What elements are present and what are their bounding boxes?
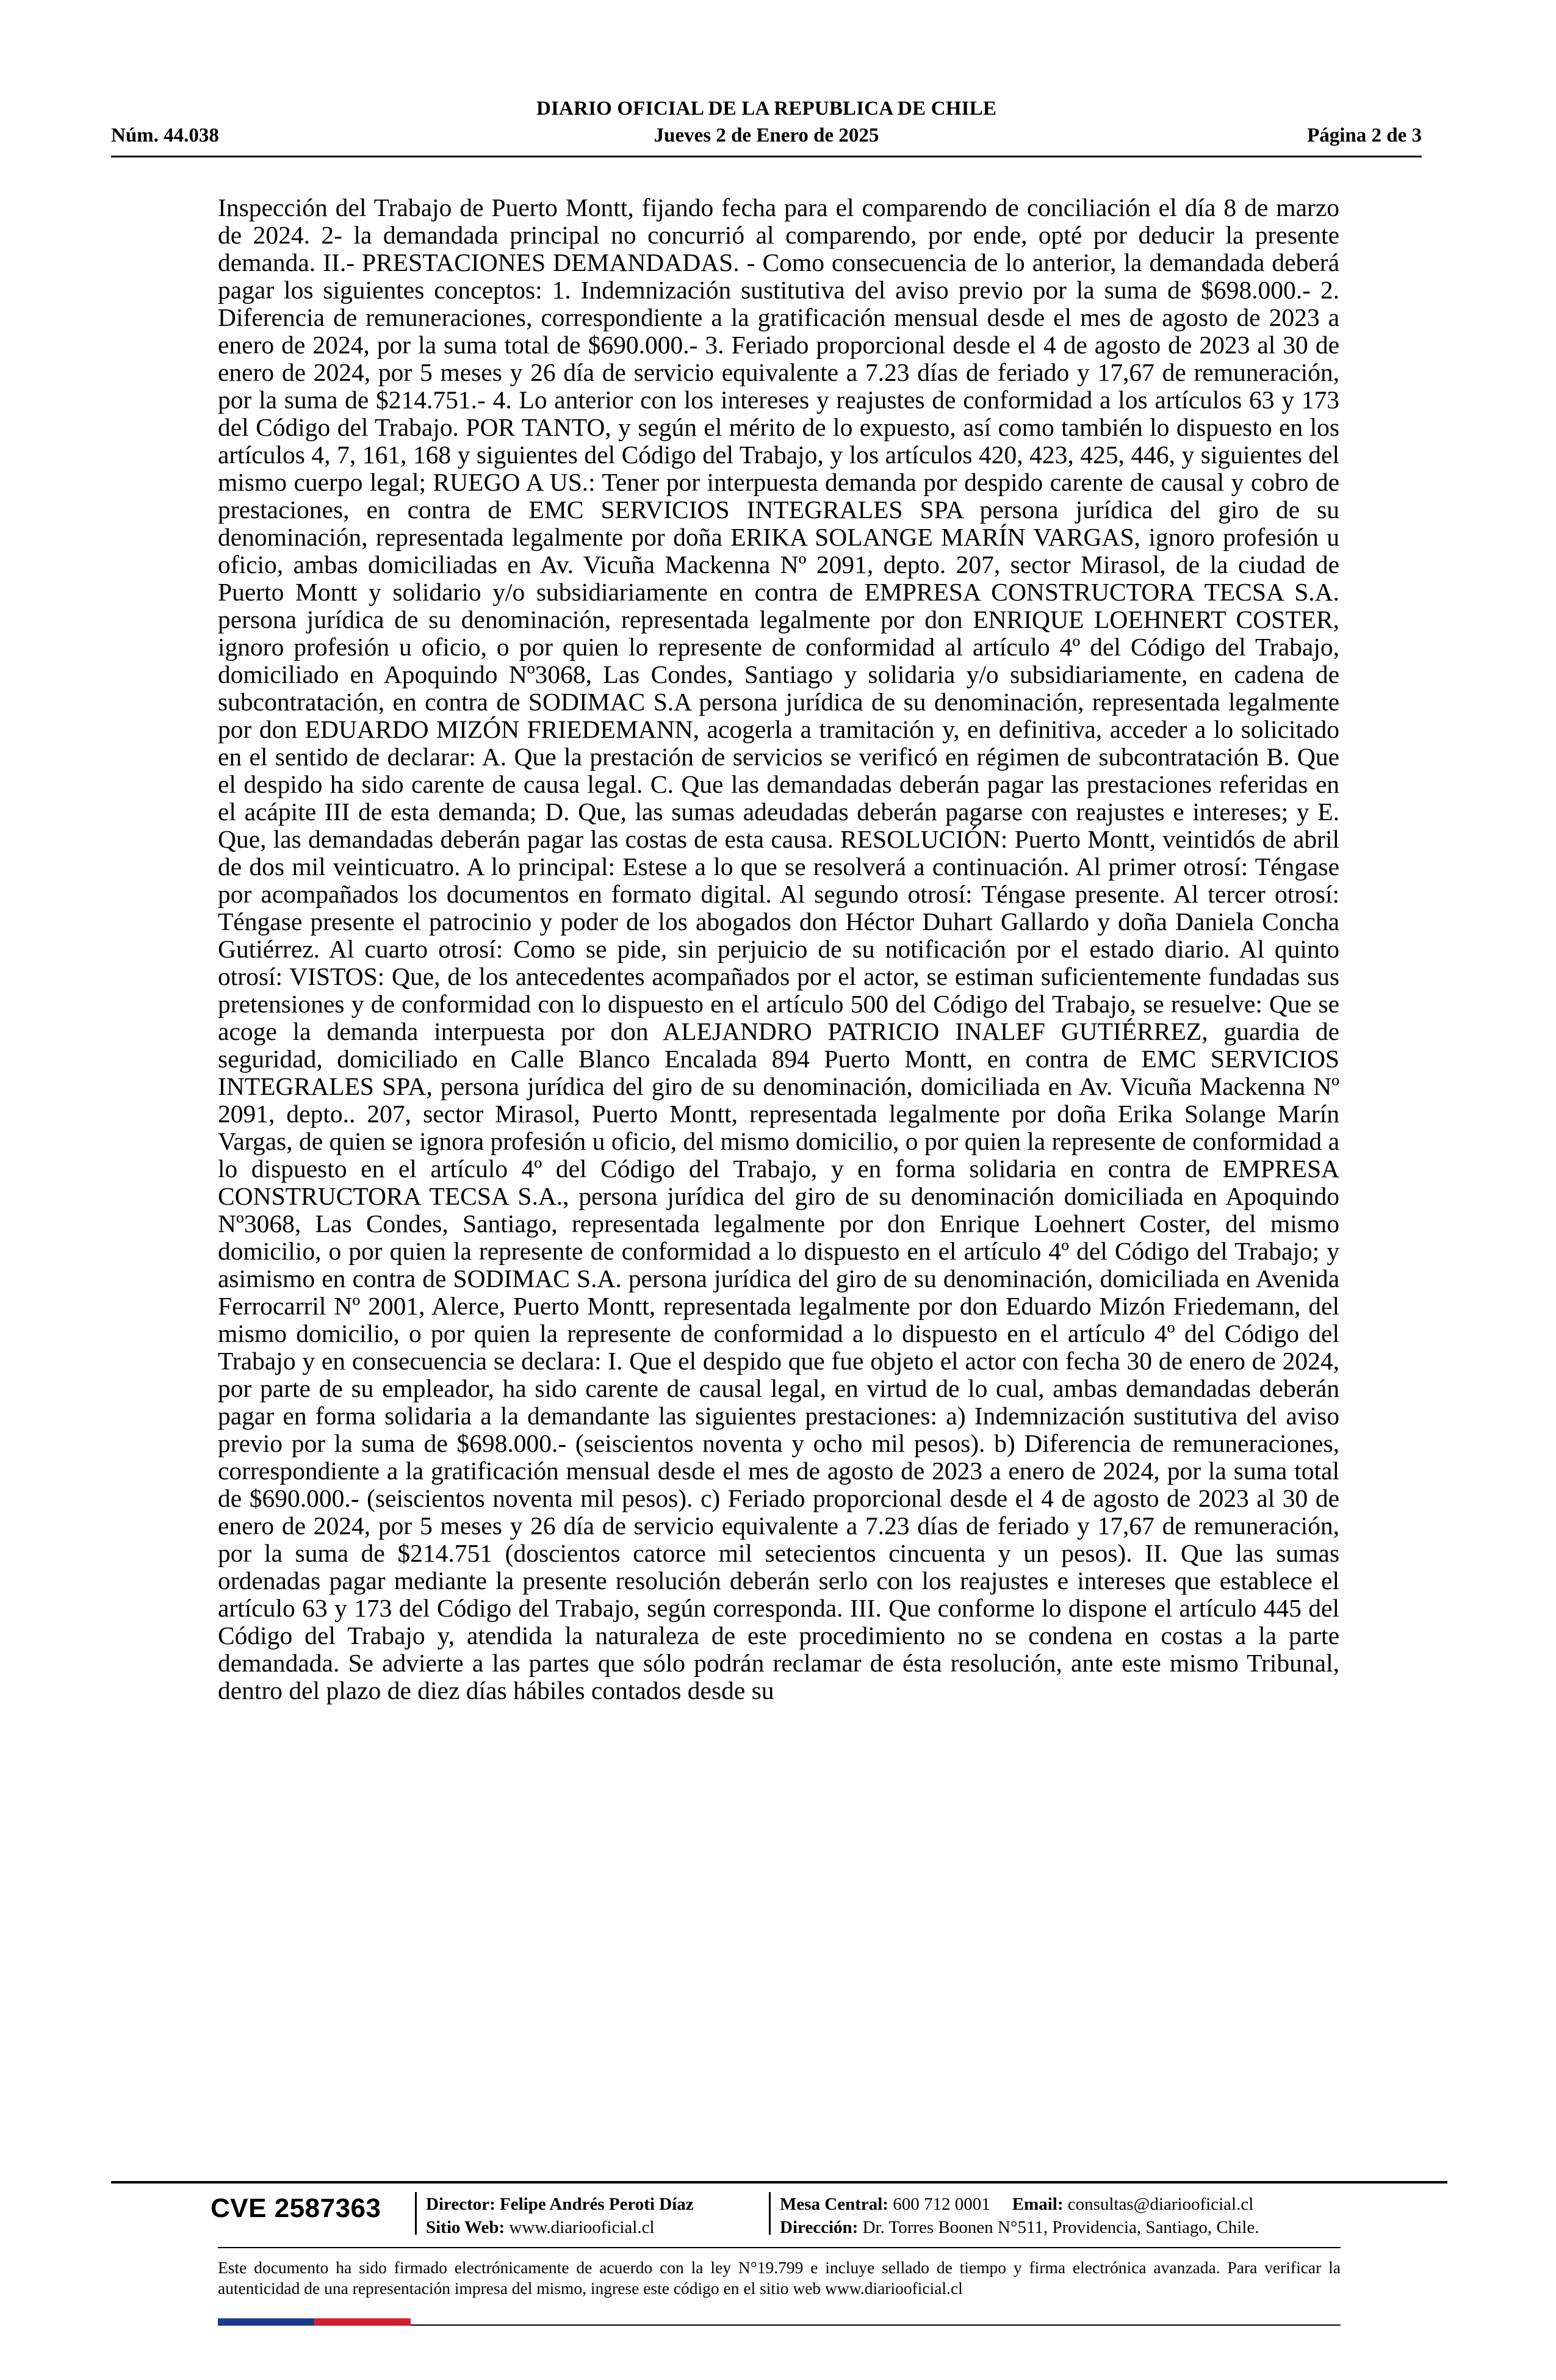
flag-blue-bar: [218, 2318, 314, 2326]
footer-divider-thin: [218, 2247, 1341, 2248]
page-number: Página 2 de 3: [1307, 124, 1422, 146]
phone-label: Mesa Central:: [780, 2194, 888, 2214]
footer-bottom-rule: [411, 2324, 1341, 2326]
director-label: Director:: [426, 2194, 495, 2214]
chile-flag-stripe: [218, 2318, 411, 2326]
address-label: Dirección:: [780, 2218, 859, 2237]
issue-number: Núm. 44.038: [111, 124, 219, 146]
director-line: [426, 2193, 694, 2216]
website-label: Sitio Web:: [426, 2218, 505, 2237]
footer-contact-block: [780, 2193, 1259, 2239]
publication-title: DIARIO OFICIAL DE LA REPUBLICA DE CHILE: [536, 98, 997, 120]
footer-director-block: [426, 2193, 694, 2239]
signature-disclaimer: Este documento ha sido firmado electrónicamente de acuerdo con la ley N°19.799 e incluye sellado de tiempo y firma electrónica avanzada. Para verificar la autenticidad de una representación impresa del mismo, ingrese este código en el sitio web www.diariooficial.cl: [218, 2258, 1341, 2298]
header-divider: [111, 156, 1422, 157]
email-label: Email:: [1012, 2194, 1064, 2214]
website-line: [426, 2216, 694, 2239]
body-paragraph: Inspección del Trabajo de Puerto Montt, fijando fecha para el comparendo de conciliación el día 8 de marzo de 2024. 2- la demandada principal no concurrió al comparendo, por ende, opté por deducir la presente demanda. II.- PRESTACIONES DEMANDADAS. - Como consecuencia de lo anterior, la demandada deberá pagar los siguientes conceptos: 1. Indemnización sustitutiva del aviso previo por la suma de $698.000.- 2. Diferencia de remuneraciones, correspondiente a la gratificación mensual desde el mes de agosto de 2023 a enero de 2024, por la suma total de $690.000.- 3. Feriado proporcional desde el 4 de agosto de 2023 al 30 de enero de 2024, por 5 meses y 26 día de servicio equivalente a 7.23 días de feriado y 17,67 de remuneración, por la suma de $214.751.- 4. Lo anterior con los intereses y reajustes de conformidad a los artículos 63 y 173 del Código del Trabajo. POR TANTO, y según el mérito de lo expuesto, así como también lo dispuesto en los artículos 4, 7, 161, 168 y siguientes del Código del Trabajo, y los artículos 420, 423, 425, 446, y siguientes del mismo cuerpo legal; RUEGO A US.: Tener por interpuesta demanda por despido carente de causal y cobro de prestaciones, en contra de EMC SERVICIOS INTEGRALES SPA persona jurídica del giro de su denominación, representada legalmente por doña ERIKA SOLANGE MARÍN VARGAS, ignoro profesión u oficio, ambas domiciliadas en Av. Vicuña Mackenna Nº 2091, depto. 207, sector Mirasol, de la ciudad de Puerto Montt y solidario y/o subsidiariamente en contra de EMPRESA CONSTRUCTORA TECSA S.A. persona jurídica de su denominación, representada legalmente por don ENRIQUE LOEHNERT COSTER, ignoro profesión u oficio, o por quien lo represente de conformidad al artículo 4º del Código del Trabajo, domiciliado en Apoquindo Nº3068, Las Condes, Santiago y solidaria y/o subsidiariamente, en cadena de subcontratación, en contra de SODIMAC S.A persona jurídica de su denominación, representada legalmente por don EDUARDO MIZÓN FRIEDEMANN, acogerla a tramitación y, en definitiva, acceder a lo solicitado en el sentido de declarar: A. Que la prestación de servicios se verificó en régimen de subcontratación B. Que el despido ha sido carente de causa legal. C. Que las demandadas deberán pagar las prestaciones referidas en el acápite III de esta demanda; D. Que, las sumas adeudadas deberán pagarse con reajustes e intereses; y E. Que, las demandadas deberán pagar las costas de esta causa. RESOLUCIÓN: Puerto Montt, veintidós de abril de dos mil veinticuatro. A lo principal: Estese a lo que se resolverá a continuación. Al primer otrosí: Téngase por acompañados los documentos en formato digital. Al segundo otrosí: Téngase presente. Al tercer otrosí: Téngase presente el patrocinio y poder de los abogados don Héctor Duhart Gallardo y doña Daniela Concha Gutiérrez. Al cuarto otrosí: Como se pide, sin perjuicio de su notificación por el estado diario. Al quinto otrosí: VISTOS: Que, de los antecedentes acompañados por el actor, se estiman suficientemente fundadas sus pretensiones y de conformidad con lo dispuesto en el artículo 500 del Código del Trabajo, se resuelve: Que se acoge la demanda interpuesta por don ALEJANDRO PATRICIO INALEF GUTIÉRREZ, guardia de seguridad, domiciliado en Calle Blanco Encalada 894 Puerto Montt, en contra de EMC SERVICIOS INTEGRALES SPA, persona jurídica del giro de su denominación, domiciliada en Av. Vicuña Mackenna Nº 2091, depto.. 207, sector Mirasol, Puerto Montt, representada legalmente por doña Erika Solange Marín Vargas, de quien se ignora profesión u oficio, del mismo domicilio, o por quien la represente de conformidad a lo dispuesto en el artículo 4º del Código del Trabajo, y en forma solidaria en contra de EMPRESA CONSTRUCTORA TECSA S.A., persona jurídica del giro de su denominación domiciliada en Apoquindo Nº3068, Las Condes, Santiago, representada legalmente por don Enrique Loehnert Coster, del mismo domicilio, o por quien la represente de conformidad a lo dispuesto en el artículo 4º del Código del Trabajo; y asimismo en contra de SODIMAC S.A. persona jurídica del giro de su denominación, domiciliada en Avenida Ferrocarril Nº 2001, Alerce, Puerto Montt, representada legalmente por don Eduardo Mizón Friedemann, del mismo domicilio, o por quien la represente de conformidad a lo dispuesto en el artículo 4º del Código del Trabajo y en consecuencia se declara: I. Que el despido que fue objeto el actor con fecha 30 de enero de 2024, por parte de su empleador, ha sido carente de causal legal, en virtud de lo cual, ambas demandadas deberán pagar en forma solidaria a la demandante las siguientes prestaciones: a) Indemnización sustitutiva del aviso previo por la suma de $698.000.- (seiscientos noventa y ocho mil pesos). b) Diferencia de remuneraciones, correspondiente a la gratificación mensual desde el mes de agosto de 2023 a enero de 2024, por la suma total de $690.000.- (seiscientos noventa mil pesos). c) Feriado proporcional desde el 4 de agosto de 2023 al 30 de enero de 2024, por 5 meses y 26 día de servicio equivalente a 7.23 días de feriado y 17,67 de remuneración, por la suma de $214.751 (doscientos catorce mil setecientos cincuenta y un pesos). II. Que las sumas ordenadas pagar mediante la presente resolución deberán serlo con los reajustes e intereses que establece el artículo 63 y 173 del Código del Trabajo, según corresponda. III. Que conforme lo dispone el artículo 445 del Código del Trabajo y, atendida la naturaleza de este procedimiento no se condena en costas a la parte demandada. Se advierte a las partes que sólo podrán reclamar de ésta resolución, ante este mismo Tribunal, dentro del plazo de diez días hábiles contados desde su: [218, 193, 1339, 1704]
footer-separator: [415, 2192, 417, 2235]
address-text: Dr. Torres Boonen N°511, Providencia, Santiago, Chile.: [862, 2218, 1259, 2237]
cve-code: CVE 2587363: [211, 2193, 381, 2223]
email-link[interactable]: consultas@diariooficial.cl: [1067, 2194, 1254, 2214]
footer-divider: [111, 2181, 1447, 2183]
phone-number: 600 712 0001: [893, 2194, 990, 2214]
footer-separator: [769, 2192, 771, 2235]
issue-date: Jueves 2 de Enero de 2025: [654, 124, 879, 146]
director-name: Felipe Andrés Peroti Díaz: [500, 2194, 694, 2214]
website-link[interactable]: www.diariooficial.cl: [509, 2218, 655, 2237]
flag-red-bar: [314, 2318, 411, 2326]
address-line: [780, 2216, 1259, 2239]
contact-line: [780, 2193, 1259, 2216]
page-header: [111, 98, 1422, 154]
